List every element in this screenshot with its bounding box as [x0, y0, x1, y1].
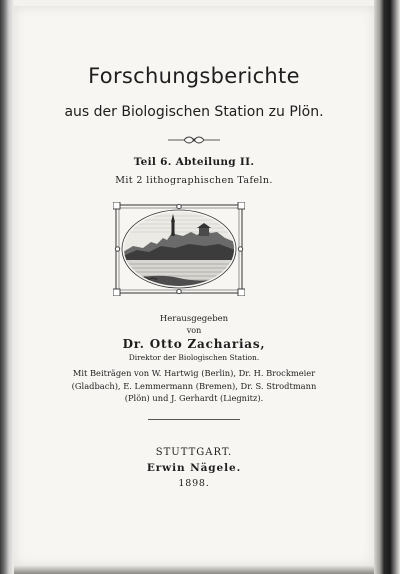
imprint-publisher: Erwin Nägele. [146, 462, 242, 474]
edited-by-label: Herausgegeben [159, 314, 229, 324]
contributors-line: (Plön) und J. Gerhardt (Liegnitz). [124, 393, 264, 403]
imprint-year: 1898. [178, 478, 210, 489]
editor-name: Dr. Otto Zacharias, [122, 337, 266, 351]
imprint-city: STUTTGART. [155, 447, 233, 458]
plates-note: Mit 2 lithographischen Tafeln. [115, 175, 273, 186]
contributors-line: Mit Beiträgen von W. Hartwig (Berlin), Dr. H. Brockmeier [72, 368, 316, 378]
page-bottom-edge [14, 566, 374, 574]
contributors-block [48, 367, 340, 405]
by-label: von [186, 326, 202, 335]
book-spine-left [0, 0, 14, 574]
part-designation: Teil 6. Abteilung II. [133, 156, 255, 168]
divider-rule [148, 419, 240, 420]
contributors-line: (Gladbach), E. Lemmermann (Bremen), Dr. S. Strodtmann [71, 380, 317, 391]
lake-town-vignette [113, 202, 245, 296]
book-subtitle: aus der Biologischen Station zu Plön. [64, 104, 324, 120]
book-title: Forschungsberichte [88, 64, 300, 88]
book-edge-right [374, 0, 400, 574]
ornament-divider-icon [166, 133, 222, 147]
editor-role: Direktor der Biologischen Station. [128, 353, 260, 362]
